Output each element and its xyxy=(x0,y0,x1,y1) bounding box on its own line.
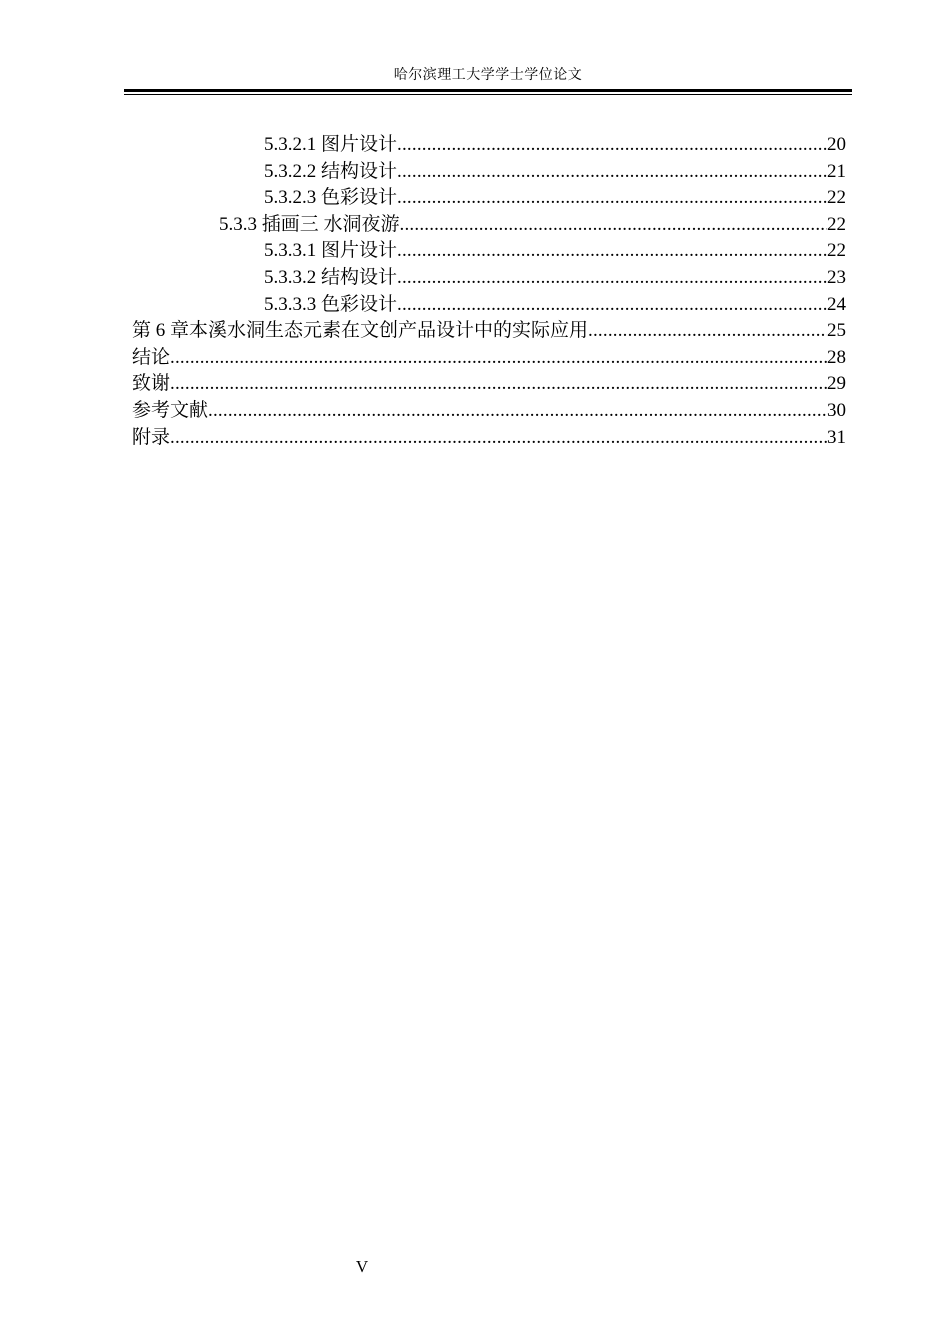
toc-dot-leader xyxy=(400,212,827,239)
toc-dot-leader xyxy=(588,318,827,345)
toc-entry[interactable] xyxy=(132,398,846,425)
toc-entry[interactable] xyxy=(132,132,846,159)
toc-entry-title: 附录 xyxy=(132,426,171,448)
toc-entry-title: 5.3.3.1 图片设计 xyxy=(264,240,398,262)
toc-dot-leader xyxy=(397,159,827,186)
toc-entry[interactable] xyxy=(132,159,846,186)
toc-entry-title: 5.3.3.3 色彩设计 xyxy=(264,293,398,315)
toc-entry-page: 25 xyxy=(827,320,846,342)
toc-entry[interactable] xyxy=(132,371,846,398)
toc-entry-page: 24 xyxy=(827,293,846,315)
toc-entry-title: 致谢 xyxy=(132,373,171,395)
toc-entry-page: 22 xyxy=(827,213,846,235)
toc-entry-title: 5.3.3 插画三 水洞夜游 xyxy=(219,213,400,235)
toc-entry[interactable] xyxy=(132,265,846,292)
toc-dot-leader xyxy=(170,345,827,372)
toc-entry-title: 5.3.2.3 色彩设计 xyxy=(264,187,398,209)
toc-dot-leader xyxy=(397,132,827,159)
toc-entry-page: 31 xyxy=(827,426,846,448)
running-header: 哈尔滨理工大学学士学位论文 xyxy=(393,68,583,83)
header-rule-thin xyxy=(124,94,852,95)
toc-entry-title: 第 6 章本溪水洞生态元素在文创产品设计中的实际应用 xyxy=(132,320,589,342)
toc-entry-title: 5.3.3.2 结构设计 xyxy=(264,266,398,288)
toc-entry-page: 28 xyxy=(827,346,846,368)
toc-entry-title: 参考文献 xyxy=(132,399,209,421)
toc-entry[interactable] xyxy=(132,238,846,265)
toc-entry-page: 20 xyxy=(827,134,846,155)
toc-dot-leader xyxy=(170,371,827,398)
toc-entry[interactable] xyxy=(132,345,846,372)
toc-dot-leader xyxy=(208,398,827,425)
toc-entry-page: 21 xyxy=(827,160,846,182)
toc-dot-leader xyxy=(397,185,827,212)
toc-entry-page: 29 xyxy=(827,373,846,395)
toc-entry[interactable] xyxy=(132,212,846,239)
toc-dot-leader xyxy=(397,292,827,319)
toc-entry-page: 22 xyxy=(827,240,846,262)
toc-entry-title: 结论 xyxy=(132,346,171,368)
toc-entry-title: 5.3.2.2 结构设计 xyxy=(264,160,398,182)
toc-entry-page: 22 xyxy=(827,187,846,209)
toc-entry-title: 5.3.2.1 图片设计 xyxy=(264,134,398,155)
header-rule-thick xyxy=(124,89,852,92)
toc-entry[interactable] xyxy=(132,425,846,452)
page-number: V xyxy=(355,1257,369,1276)
table-of-contents xyxy=(132,132,846,451)
toc-dot-leader xyxy=(397,265,827,292)
toc-dot-leader xyxy=(170,425,827,452)
toc-dot-leader xyxy=(397,238,827,265)
toc-entry[interactable] xyxy=(132,292,846,319)
toc-entry[interactable] xyxy=(132,185,846,212)
toc-entry[interactable] xyxy=(132,318,846,345)
toc-entry-page: 30 xyxy=(827,399,846,421)
toc-entry-page: 23 xyxy=(827,266,846,288)
